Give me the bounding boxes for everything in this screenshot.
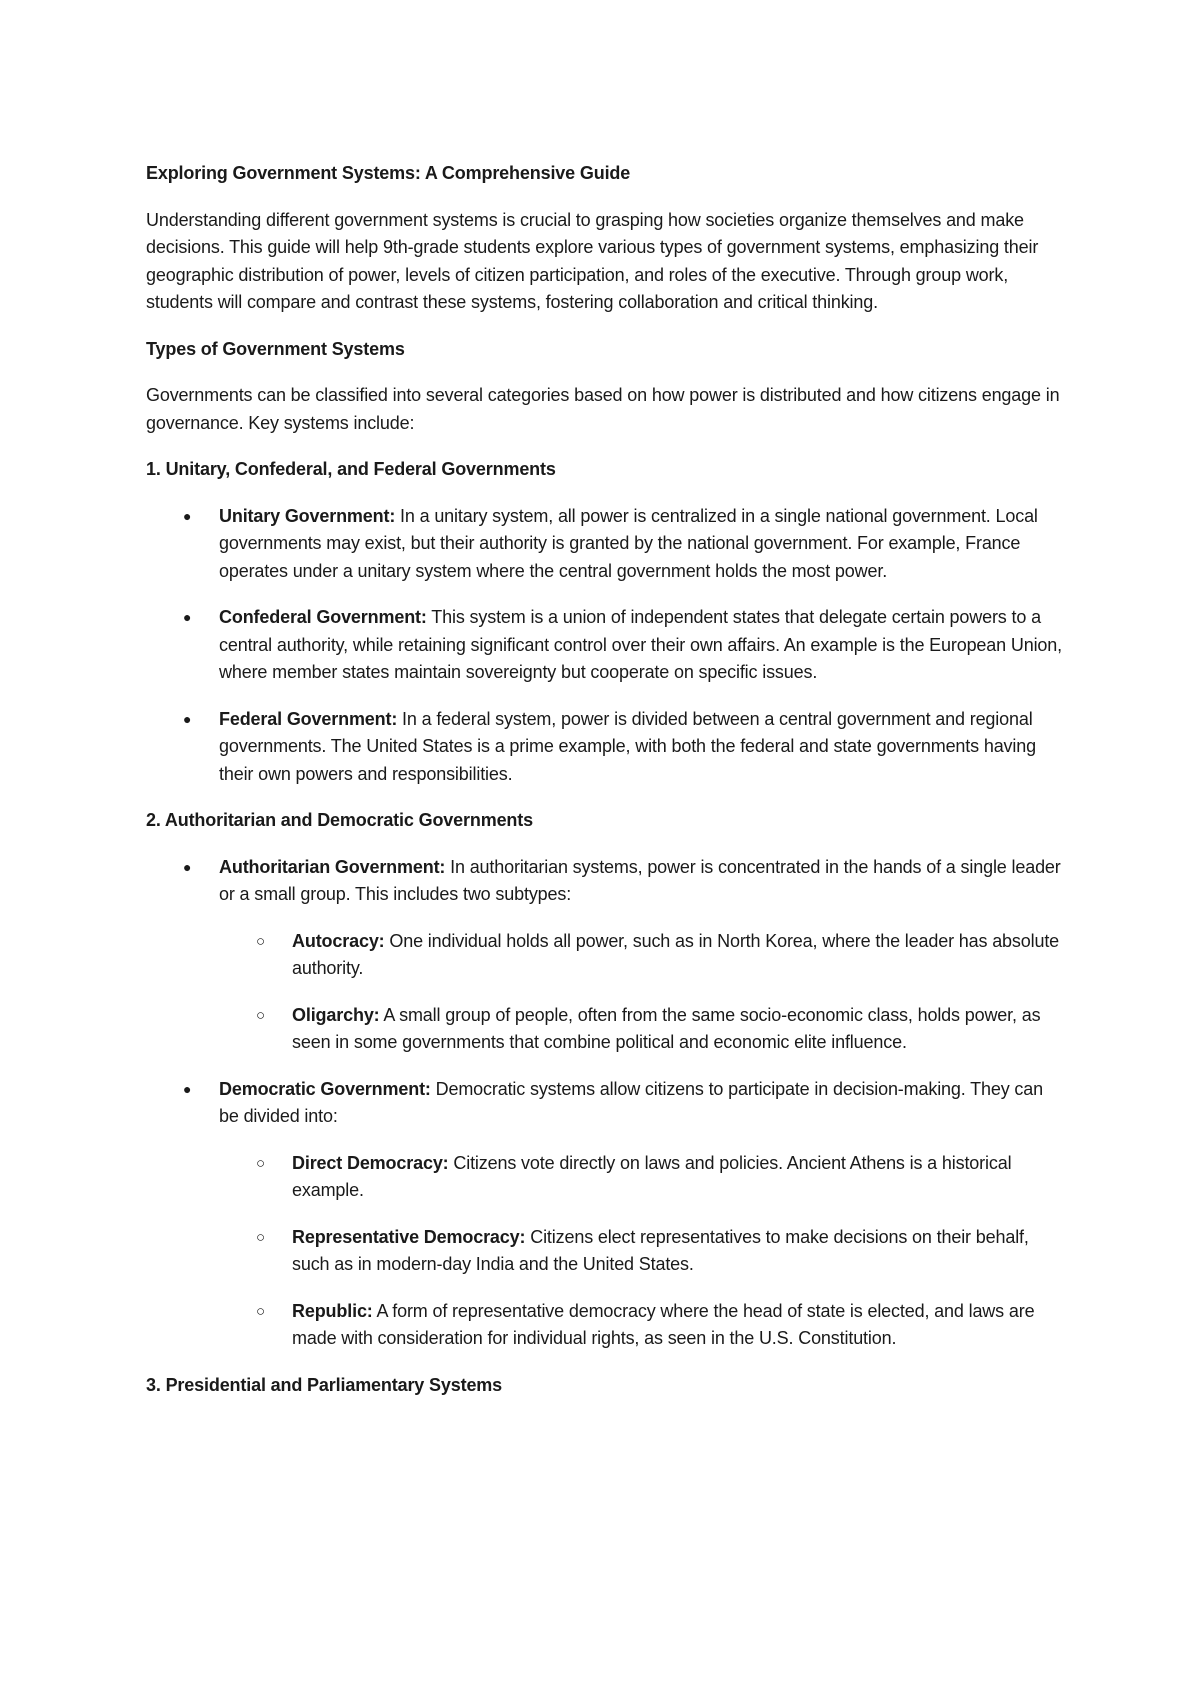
list-item-unitary <box>219 503 1066 586</box>
section-2-heading: 2. Authoritarian and Democratic Governments <box>146 810 533 830</box>
authoritarian-sublist <box>219 928 1066 1057</box>
list-item-oligarchy <box>292 1002 1066 1057</box>
term-confederal: Confederal Government: <box>219 607 427 627</box>
desc-democratic: Democratic systems allow citizens to participate in decision-making. They can be divided into: <box>219 1078 1043 1126</box>
list-item-autocracy <box>292 928 1066 983</box>
desc-federal: In a federal system, power is divided between a central government and regional governments. The United States is a prime example, with both the federal and state governments having their own powers and responsibilities. <box>219 708 1036 784</box>
desc-unitary: In a unitary system, all power is centralized in a single national government. Local governments may exist, but their authority is granted by the national government. For example, France operates under a unitary system where the central government holds the most power. <box>219 505 1038 581</box>
section-1-list <box>146 503 1066 789</box>
list-item-democratic <box>219 1076 1066 1353</box>
term-authoritarian: Authoritarian Government: <box>219 856 446 877</box>
list-item-representative-democracy <box>292 1224 1066 1279</box>
types-intro-paragraph: Governments can be classified into several categories based on how power is distributed and how citizens engage in governance. Key systems include: <box>146 385 1060 433</box>
term-federal: Federal Government: <box>219 708 398 729</box>
term-direct-democracy: Direct Democracy: <box>292 1152 449 1173</box>
term-republic: Republic: <box>292 1300 373 1321</box>
intro-paragraph: Understanding different government systems is crucial to grasping how societies organize themselves and make decisions. This guide will help 9th-grade students explore various types of government systems, emphasizing their geographic distribution of power, levels of citizen participation, and roles of the executive. Through group work, students will compare and contrast these systems, fostering collaboration and critical thinking. <box>146 209 1039 312</box>
desc-oligarchy: A small group of people, often from the same socio-economic class, holds power, as seen in some governments that combine political and economic elite influence. <box>292 1004 1041 1052</box>
list-item-federal <box>219 706 1066 789</box>
term-democratic: Democratic Government: <box>219 1078 431 1099</box>
list-item-confederal <box>219 604 1066 687</box>
section-3-heading: 3. Presidential and Parliamentary Systems <box>146 1374 503 1395</box>
desc-republic: A form of representative democracy where the head of state is elected, and laws are made with consideration for individual rights, as seen in the U.S. Constitution. <box>292 1300 1035 1348</box>
desc-authoritarian: In authoritarian systems, power is concentrated in the hands of a single leader or a small group. This includes two subtypes: <box>219 856 1061 904</box>
desc-confederal: This system is a union of independent states that delegate certain powers to a central authority, while retaining significant control over their own affairs. An example is the European Union, where member states maintain sovereignty but cooperate on specific issues. <box>219 607 1062 682</box>
document-title: Exploring Government Systems: A Comprehensive Guide <box>146 163 631 183</box>
types-heading: Types of Government Systems <box>146 338 405 359</box>
section-2-list <box>146 854 1066 1353</box>
list-item-republic <box>292 1298 1066 1353</box>
list-item-direct-democracy <box>292 1150 1066 1205</box>
list-item-authoritarian <box>219 854 1066 1057</box>
desc-direct-democracy: Citizens vote directly on laws and policies. Ancient Athens is a historical example. <box>292 1152 1012 1200</box>
term-unitary: Unitary Government: <box>219 505 396 526</box>
term-representative-democracy: Representative Democracy: <box>292 1226 526 1247</box>
term-autocracy: Autocracy: <box>292 930 385 951</box>
document-body <box>146 160 1066 1418</box>
desc-autocracy: One individual holds all power, such as in North Korea, where the leader has absolute authority. <box>292 930 1060 978</box>
desc-representative-democracy: Citizens elect representatives to make decisions on their behalf, such as in modern-day India and the United States. <box>292 1226 1029 1274</box>
section-1-heading: 1. Unitary, Confederal, and Federal Governments <box>146 459 556 479</box>
democratic-sublist <box>219 1150 1066 1353</box>
term-oligarchy: Oligarchy: <box>292 1004 380 1025</box>
